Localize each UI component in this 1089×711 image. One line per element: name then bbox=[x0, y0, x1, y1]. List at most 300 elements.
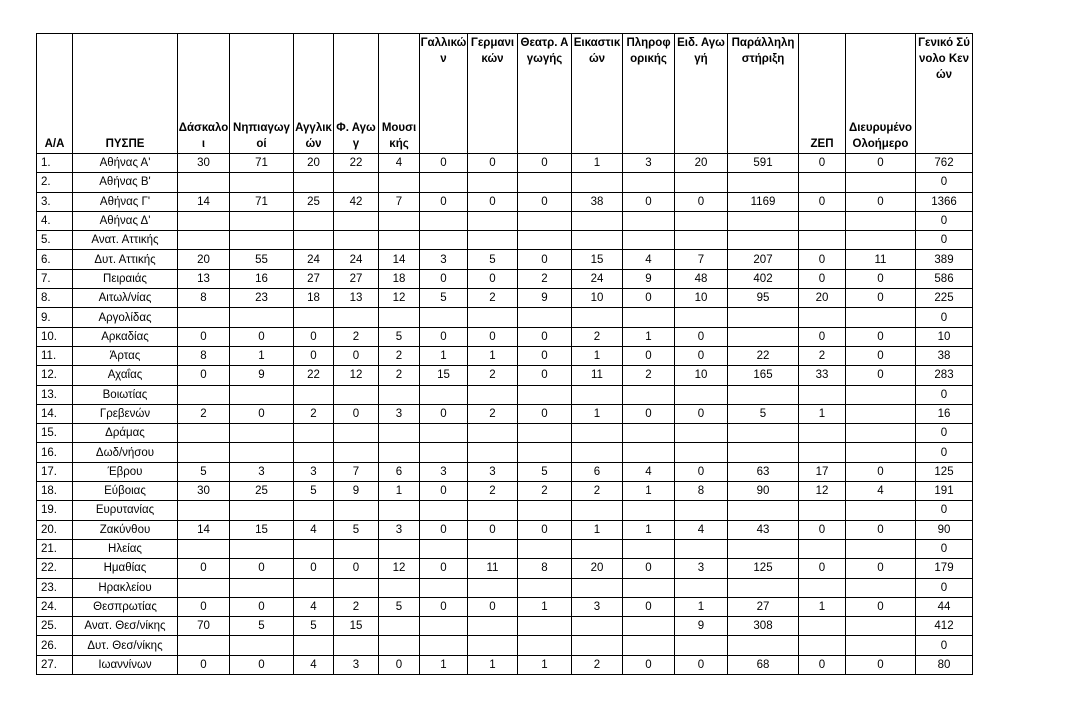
cell-informatics: 4 bbox=[623, 250, 675, 269]
cell-row-number: 8. bbox=[37, 289, 73, 308]
cell-row-number: 14. bbox=[37, 404, 73, 423]
cell-visual-arts bbox=[572, 211, 623, 230]
cell-row-number: 15. bbox=[37, 424, 73, 443]
cell-physical-ed: 5 bbox=[334, 520, 379, 539]
cell-total-vacancies: 38 bbox=[916, 346, 973, 365]
cell-total-vacancies: 125 bbox=[916, 462, 973, 481]
cell-informatics: 0 bbox=[623, 655, 675, 674]
cell-kindergarten: 0 bbox=[230, 404, 294, 423]
cell-total-vacancies: 283 bbox=[916, 366, 973, 385]
cell-kindergarten: 0 bbox=[230, 655, 294, 674]
cell-informatics: 0 bbox=[623, 289, 675, 308]
cell-french: 0 bbox=[420, 559, 468, 578]
cell-pyspe: Ανατ. Αττικής bbox=[73, 231, 178, 250]
cell-parallel-support: 5 bbox=[728, 404, 799, 423]
cell-teachers bbox=[178, 385, 230, 404]
cell-teachers bbox=[178, 443, 230, 462]
cell-german bbox=[468, 443, 518, 462]
cell-teachers bbox=[178, 308, 230, 327]
cell-english: 4 bbox=[294, 655, 334, 674]
cell-zep: 33 bbox=[799, 366, 846, 385]
cell-english bbox=[294, 385, 334, 404]
vacancies-table-container bbox=[36, 33, 973, 675]
cell-theatre bbox=[518, 211, 572, 230]
cell-parallel-support bbox=[728, 501, 799, 520]
cell-extended-all-day: 0 bbox=[846, 520, 916, 539]
cell-parallel-support bbox=[728, 443, 799, 462]
cell-row-number: 23. bbox=[37, 578, 73, 597]
cell-french: 1 bbox=[420, 346, 468, 365]
cell-pyspe: Βοιωτίας bbox=[73, 385, 178, 404]
cell-teachers bbox=[178, 539, 230, 558]
cell-physical-ed: 9 bbox=[334, 482, 379, 501]
cell-teachers bbox=[178, 501, 230, 520]
cell-english: 4 bbox=[294, 520, 334, 539]
cell-english: 0 bbox=[294, 327, 334, 346]
cell-row-number: 27. bbox=[37, 655, 73, 674]
cell-visual-arts: 1 bbox=[572, 520, 623, 539]
cell-physical-ed: 13 bbox=[334, 289, 379, 308]
table-row bbox=[37, 366, 973, 385]
table-row bbox=[37, 192, 973, 211]
cell-extended-all-day: 0 bbox=[846, 597, 916, 616]
cell-pyspe: Ευρυτανίας bbox=[73, 501, 178, 520]
cell-english: 0 bbox=[294, 559, 334, 578]
cell-total-vacancies: 0 bbox=[916, 385, 973, 404]
cell-french bbox=[420, 385, 468, 404]
cell-row-number: 2. bbox=[37, 173, 73, 192]
cell-kindergarten bbox=[230, 231, 294, 250]
cell-row-number: 6. bbox=[37, 250, 73, 269]
cell-french bbox=[420, 211, 468, 230]
cell-english: 18 bbox=[294, 289, 334, 308]
cell-special-ed: 0 bbox=[675, 192, 728, 211]
cell-german: 2 bbox=[468, 404, 518, 423]
cell-zep: 0 bbox=[799, 327, 846, 346]
cell-physical-ed: 2 bbox=[334, 597, 379, 616]
cell-parallel-support: 165 bbox=[728, 366, 799, 385]
cell-theatre bbox=[518, 578, 572, 597]
cell-teachers: 14 bbox=[178, 520, 230, 539]
cell-informatics bbox=[623, 211, 675, 230]
table-row bbox=[37, 539, 973, 558]
cell-english: 22 bbox=[294, 366, 334, 385]
cell-special-ed bbox=[675, 173, 728, 192]
cell-informatics: 0 bbox=[623, 597, 675, 616]
header-physical-ed: Φ. Αγωγ bbox=[334, 34, 379, 154]
cell-english bbox=[294, 539, 334, 558]
cell-special-ed bbox=[675, 424, 728, 443]
cell-teachers bbox=[178, 173, 230, 192]
cell-extended-all-day bbox=[846, 617, 916, 636]
cell-kindergarten bbox=[230, 424, 294, 443]
cell-kindergarten: 0 bbox=[230, 559, 294, 578]
cell-french: 15 bbox=[420, 366, 468, 385]
cell-theatre: 2 bbox=[518, 269, 572, 288]
cell-english: 3 bbox=[294, 462, 334, 481]
cell-french: 1 bbox=[420, 655, 468, 674]
cell-kindergarten bbox=[230, 539, 294, 558]
cell-total-vacancies: 44 bbox=[916, 597, 973, 616]
cell-french bbox=[420, 578, 468, 597]
cell-visual-arts bbox=[572, 636, 623, 655]
cell-french: 0 bbox=[420, 404, 468, 423]
header-total-vacancies: Γενικό Σύνολο Κενών bbox=[916, 34, 973, 154]
cell-music bbox=[379, 578, 420, 597]
cell-physical-ed bbox=[334, 173, 379, 192]
table-row bbox=[37, 154, 973, 173]
cell-parallel-support: 125 bbox=[728, 559, 799, 578]
cell-pyspe: Αιτωλ/νίας bbox=[73, 289, 178, 308]
cell-teachers: 0 bbox=[178, 559, 230, 578]
cell-german: 0 bbox=[468, 520, 518, 539]
cell-theatre: 0 bbox=[518, 192, 572, 211]
cell-music bbox=[379, 617, 420, 636]
cell-informatics bbox=[623, 231, 675, 250]
cell-zep: 20 bbox=[799, 289, 846, 308]
cell-music bbox=[379, 231, 420, 250]
cell-theatre bbox=[518, 231, 572, 250]
cell-special-ed: 0 bbox=[675, 655, 728, 674]
cell-total-vacancies: 762 bbox=[916, 154, 973, 173]
cell-zep bbox=[799, 231, 846, 250]
table-row bbox=[37, 404, 973, 423]
cell-parallel-support bbox=[728, 327, 799, 346]
cell-visual-arts bbox=[572, 231, 623, 250]
header-parallel-support: Παράλληλη στήριξη bbox=[728, 34, 799, 154]
cell-german bbox=[468, 211, 518, 230]
cell-row-number: 22. bbox=[37, 559, 73, 578]
cell-special-ed bbox=[675, 443, 728, 462]
cell-special-ed: 7 bbox=[675, 250, 728, 269]
cell-row-number: 20. bbox=[37, 520, 73, 539]
cell-total-vacancies: 0 bbox=[916, 211, 973, 230]
cell-music bbox=[379, 211, 420, 230]
cell-zep: 0 bbox=[799, 250, 846, 269]
cell-physical-ed: 42 bbox=[334, 192, 379, 211]
cell-music: 18 bbox=[379, 269, 420, 288]
cell-special-ed: 20 bbox=[675, 154, 728, 173]
cell-german bbox=[468, 424, 518, 443]
cell-kindergarten: 16 bbox=[230, 269, 294, 288]
cell-teachers: 0 bbox=[178, 597, 230, 616]
cell-parallel-support bbox=[728, 385, 799, 404]
cell-row-number: 11. bbox=[37, 346, 73, 365]
cell-extended-all-day bbox=[846, 636, 916, 655]
cell-theatre: 0 bbox=[518, 250, 572, 269]
cell-french: 0 bbox=[420, 520, 468, 539]
table-row bbox=[37, 462, 973, 481]
cell-pyspe: Ιωαννίνων bbox=[73, 655, 178, 674]
cell-kindergarten: 0 bbox=[230, 327, 294, 346]
cell-pyspe: Αργολίδας bbox=[73, 308, 178, 327]
cell-informatics: 2 bbox=[623, 366, 675, 385]
cell-kindergarten: 71 bbox=[230, 192, 294, 211]
cell-zep: 0 bbox=[799, 192, 846, 211]
cell-physical-ed: 2 bbox=[334, 327, 379, 346]
cell-visual-arts bbox=[572, 424, 623, 443]
header-special-ed: Ειδ. Αγωγή bbox=[675, 34, 728, 154]
header-row bbox=[37, 34, 973, 154]
cell-music: 3 bbox=[379, 520, 420, 539]
cell-row-number: 4. bbox=[37, 211, 73, 230]
cell-theatre: 0 bbox=[518, 366, 572, 385]
cell-extended-all-day bbox=[846, 308, 916, 327]
cell-row-number: 1. bbox=[37, 154, 73, 173]
cell-kindergarten bbox=[230, 443, 294, 462]
cell-pyspe: Έβρου bbox=[73, 462, 178, 481]
cell-english bbox=[294, 231, 334, 250]
cell-physical-ed bbox=[334, 308, 379, 327]
table-row bbox=[37, 346, 973, 365]
cell-teachers: 8 bbox=[178, 289, 230, 308]
cell-english bbox=[294, 636, 334, 655]
vacancies-table bbox=[36, 33, 973, 675]
cell-visual-arts: 11 bbox=[572, 366, 623, 385]
cell-german bbox=[468, 501, 518, 520]
cell-physical-ed: 12 bbox=[334, 366, 379, 385]
cell-zep bbox=[799, 308, 846, 327]
cell-theatre: 0 bbox=[518, 346, 572, 365]
cell-zep: 2 bbox=[799, 346, 846, 365]
table-body bbox=[37, 154, 973, 675]
cell-english bbox=[294, 308, 334, 327]
cell-french: 0 bbox=[420, 192, 468, 211]
cell-total-vacancies: 389 bbox=[916, 250, 973, 269]
cell-visual-arts bbox=[572, 385, 623, 404]
cell-english: 5 bbox=[294, 617, 334, 636]
table-row bbox=[37, 424, 973, 443]
cell-total-vacancies: 0 bbox=[916, 308, 973, 327]
table-row bbox=[37, 211, 973, 230]
cell-french bbox=[420, 173, 468, 192]
cell-zep: 1 bbox=[799, 404, 846, 423]
cell-zep bbox=[799, 173, 846, 192]
cell-total-vacancies: 0 bbox=[916, 173, 973, 192]
cell-visual-arts: 2 bbox=[572, 655, 623, 674]
cell-zep bbox=[799, 539, 846, 558]
cell-special-ed bbox=[675, 578, 728, 597]
cell-zep: 0 bbox=[799, 559, 846, 578]
cell-extended-all-day bbox=[846, 211, 916, 230]
cell-music bbox=[379, 385, 420, 404]
cell-kindergarten: 55 bbox=[230, 250, 294, 269]
header-zep: ΖΕΠ bbox=[799, 34, 846, 154]
cell-zep bbox=[799, 617, 846, 636]
cell-informatics: 0 bbox=[623, 346, 675, 365]
cell-special-ed: 0 bbox=[675, 346, 728, 365]
header-kindergarten: Νηπιαγωγοί bbox=[230, 34, 294, 154]
cell-visual-arts bbox=[572, 308, 623, 327]
cell-theatre: 0 bbox=[518, 327, 572, 346]
cell-kindergarten bbox=[230, 636, 294, 655]
cell-special-ed: 8 bbox=[675, 482, 728, 501]
cell-extended-all-day: 0 bbox=[846, 192, 916, 211]
cell-visual-arts bbox=[572, 539, 623, 558]
cell-row-number: 26. bbox=[37, 636, 73, 655]
cell-german bbox=[468, 578, 518, 597]
cell-french: 3 bbox=[420, 250, 468, 269]
cell-english: 25 bbox=[294, 192, 334, 211]
table-row bbox=[37, 520, 973, 539]
cell-extended-all-day: 0 bbox=[846, 366, 916, 385]
cell-french: 0 bbox=[420, 482, 468, 501]
cell-parallel-support: 1169 bbox=[728, 192, 799, 211]
cell-extended-all-day: 0 bbox=[846, 462, 916, 481]
cell-music: 5 bbox=[379, 597, 420, 616]
cell-pyspe: Εύβοιας bbox=[73, 482, 178, 501]
cell-total-vacancies: 0 bbox=[916, 501, 973, 520]
cell-music bbox=[379, 424, 420, 443]
cell-parallel-support: 207 bbox=[728, 250, 799, 269]
header-informatics: Πληροφορικής bbox=[623, 34, 675, 154]
cell-extended-all-day bbox=[846, 173, 916, 192]
cell-pyspe: Ημαθίας bbox=[73, 559, 178, 578]
cell-zep: 17 bbox=[799, 462, 846, 481]
cell-pyspe: Θεσπρωτίας bbox=[73, 597, 178, 616]
cell-theatre bbox=[518, 539, 572, 558]
table-row bbox=[37, 559, 973, 578]
table-row bbox=[37, 308, 973, 327]
cell-special-ed bbox=[675, 211, 728, 230]
cell-english: 4 bbox=[294, 597, 334, 616]
cell-zep bbox=[799, 424, 846, 443]
cell-pyspe: Αχαΐας bbox=[73, 366, 178, 385]
cell-special-ed: 1 bbox=[675, 597, 728, 616]
cell-teachers: 0 bbox=[178, 366, 230, 385]
cell-pyspe: Γρεβενών bbox=[73, 404, 178, 423]
header-pyspe: ΠΥΣΠΕ bbox=[73, 34, 178, 154]
cell-row-number: 25. bbox=[37, 617, 73, 636]
cell-visual-arts: 10 bbox=[572, 289, 623, 308]
cell-extended-all-day: 0 bbox=[846, 327, 916, 346]
cell-row-number: 7. bbox=[37, 269, 73, 288]
cell-special-ed: 10 bbox=[675, 289, 728, 308]
cell-pyspe: Αθήνας Δ' bbox=[73, 211, 178, 230]
cell-total-vacancies: 80 bbox=[916, 655, 973, 674]
cell-physical-ed bbox=[334, 385, 379, 404]
cell-pyspe: Αθήνας Γ' bbox=[73, 192, 178, 211]
cell-total-vacancies: 0 bbox=[916, 231, 973, 250]
cell-parallel-support bbox=[728, 173, 799, 192]
cell-visual-arts: 2 bbox=[572, 327, 623, 346]
cell-music bbox=[379, 443, 420, 462]
table-row bbox=[37, 269, 973, 288]
cell-french: 3 bbox=[420, 462, 468, 481]
cell-physical-ed: 0 bbox=[334, 346, 379, 365]
cell-kindergarten bbox=[230, 211, 294, 230]
cell-teachers: 14 bbox=[178, 192, 230, 211]
cell-theatre: 0 bbox=[518, 404, 572, 423]
table-header bbox=[37, 34, 973, 154]
cell-special-ed bbox=[675, 308, 728, 327]
cell-pyspe: Δυτ. Αττικής bbox=[73, 250, 178, 269]
cell-total-vacancies: 0 bbox=[916, 424, 973, 443]
cell-zep bbox=[799, 636, 846, 655]
cell-teachers bbox=[178, 578, 230, 597]
cell-german bbox=[468, 617, 518, 636]
cell-german: 5 bbox=[468, 250, 518, 269]
cell-row-number: 17. bbox=[37, 462, 73, 481]
cell-parallel-support: 27 bbox=[728, 597, 799, 616]
cell-pyspe: Ηρακλείου bbox=[73, 578, 178, 597]
cell-english bbox=[294, 578, 334, 597]
cell-visual-arts: 3 bbox=[572, 597, 623, 616]
cell-teachers: 5 bbox=[178, 462, 230, 481]
header-theatre: Θεατρ. Αγωγής bbox=[518, 34, 572, 154]
cell-zep: 1 bbox=[799, 597, 846, 616]
cell-german: 2 bbox=[468, 289, 518, 308]
cell-informatics bbox=[623, 424, 675, 443]
cell-row-number: 24. bbox=[37, 597, 73, 616]
cell-visual-arts: 20 bbox=[572, 559, 623, 578]
cell-physical-ed: 27 bbox=[334, 269, 379, 288]
cell-theatre: 5 bbox=[518, 462, 572, 481]
cell-theatre: 0 bbox=[518, 154, 572, 173]
cell-total-vacancies: 0 bbox=[916, 539, 973, 558]
cell-visual-arts bbox=[572, 578, 623, 597]
cell-parallel-support: 43 bbox=[728, 520, 799, 539]
cell-extended-all-day bbox=[846, 385, 916, 404]
cell-teachers: 0 bbox=[178, 327, 230, 346]
table-row bbox=[37, 250, 973, 269]
cell-music: 2 bbox=[379, 346, 420, 365]
cell-teachers: 30 bbox=[178, 482, 230, 501]
cell-visual-arts bbox=[572, 617, 623, 636]
cell-pyspe: Ηλείας bbox=[73, 539, 178, 558]
cell-kindergarten: 23 bbox=[230, 289, 294, 308]
cell-visual-arts: 15 bbox=[572, 250, 623, 269]
cell-row-number: 16. bbox=[37, 443, 73, 462]
cell-informatics: 0 bbox=[623, 192, 675, 211]
cell-physical-ed bbox=[334, 211, 379, 230]
cell-theatre bbox=[518, 617, 572, 636]
cell-special-ed: 10 bbox=[675, 366, 728, 385]
cell-parallel-support: 68 bbox=[728, 655, 799, 674]
cell-informatics: 9 bbox=[623, 269, 675, 288]
cell-english: 20 bbox=[294, 154, 334, 173]
cell-special-ed bbox=[675, 501, 728, 520]
cell-parallel-support bbox=[728, 539, 799, 558]
cell-row-number: 19. bbox=[37, 501, 73, 520]
cell-music: 6 bbox=[379, 462, 420, 481]
cell-extended-all-day: 11 bbox=[846, 250, 916, 269]
cell-kindergarten bbox=[230, 308, 294, 327]
cell-kindergarten bbox=[230, 173, 294, 192]
cell-english: 27 bbox=[294, 269, 334, 288]
cell-total-vacancies: 0 bbox=[916, 443, 973, 462]
cell-parallel-support: 63 bbox=[728, 462, 799, 481]
cell-teachers: 0 bbox=[178, 655, 230, 674]
cell-french bbox=[420, 424, 468, 443]
cell-visual-arts: 6 bbox=[572, 462, 623, 481]
header-extended-all-day: Διευρυμένο Ολοήμερο bbox=[846, 34, 916, 154]
cell-zep bbox=[799, 443, 846, 462]
cell-kindergarten: 25 bbox=[230, 482, 294, 501]
cell-french bbox=[420, 539, 468, 558]
table-row bbox=[37, 327, 973, 346]
cell-special-ed bbox=[675, 385, 728, 404]
cell-pyspe: Πειραιάς bbox=[73, 269, 178, 288]
cell-german: 11 bbox=[468, 559, 518, 578]
cell-teachers: 70 bbox=[178, 617, 230, 636]
cell-german bbox=[468, 539, 518, 558]
cell-informatics: 1 bbox=[623, 482, 675, 501]
cell-music: 0 bbox=[379, 655, 420, 674]
cell-visual-arts: 38 bbox=[572, 192, 623, 211]
cell-physical-ed: 24 bbox=[334, 250, 379, 269]
cell-total-vacancies: 16 bbox=[916, 404, 973, 423]
